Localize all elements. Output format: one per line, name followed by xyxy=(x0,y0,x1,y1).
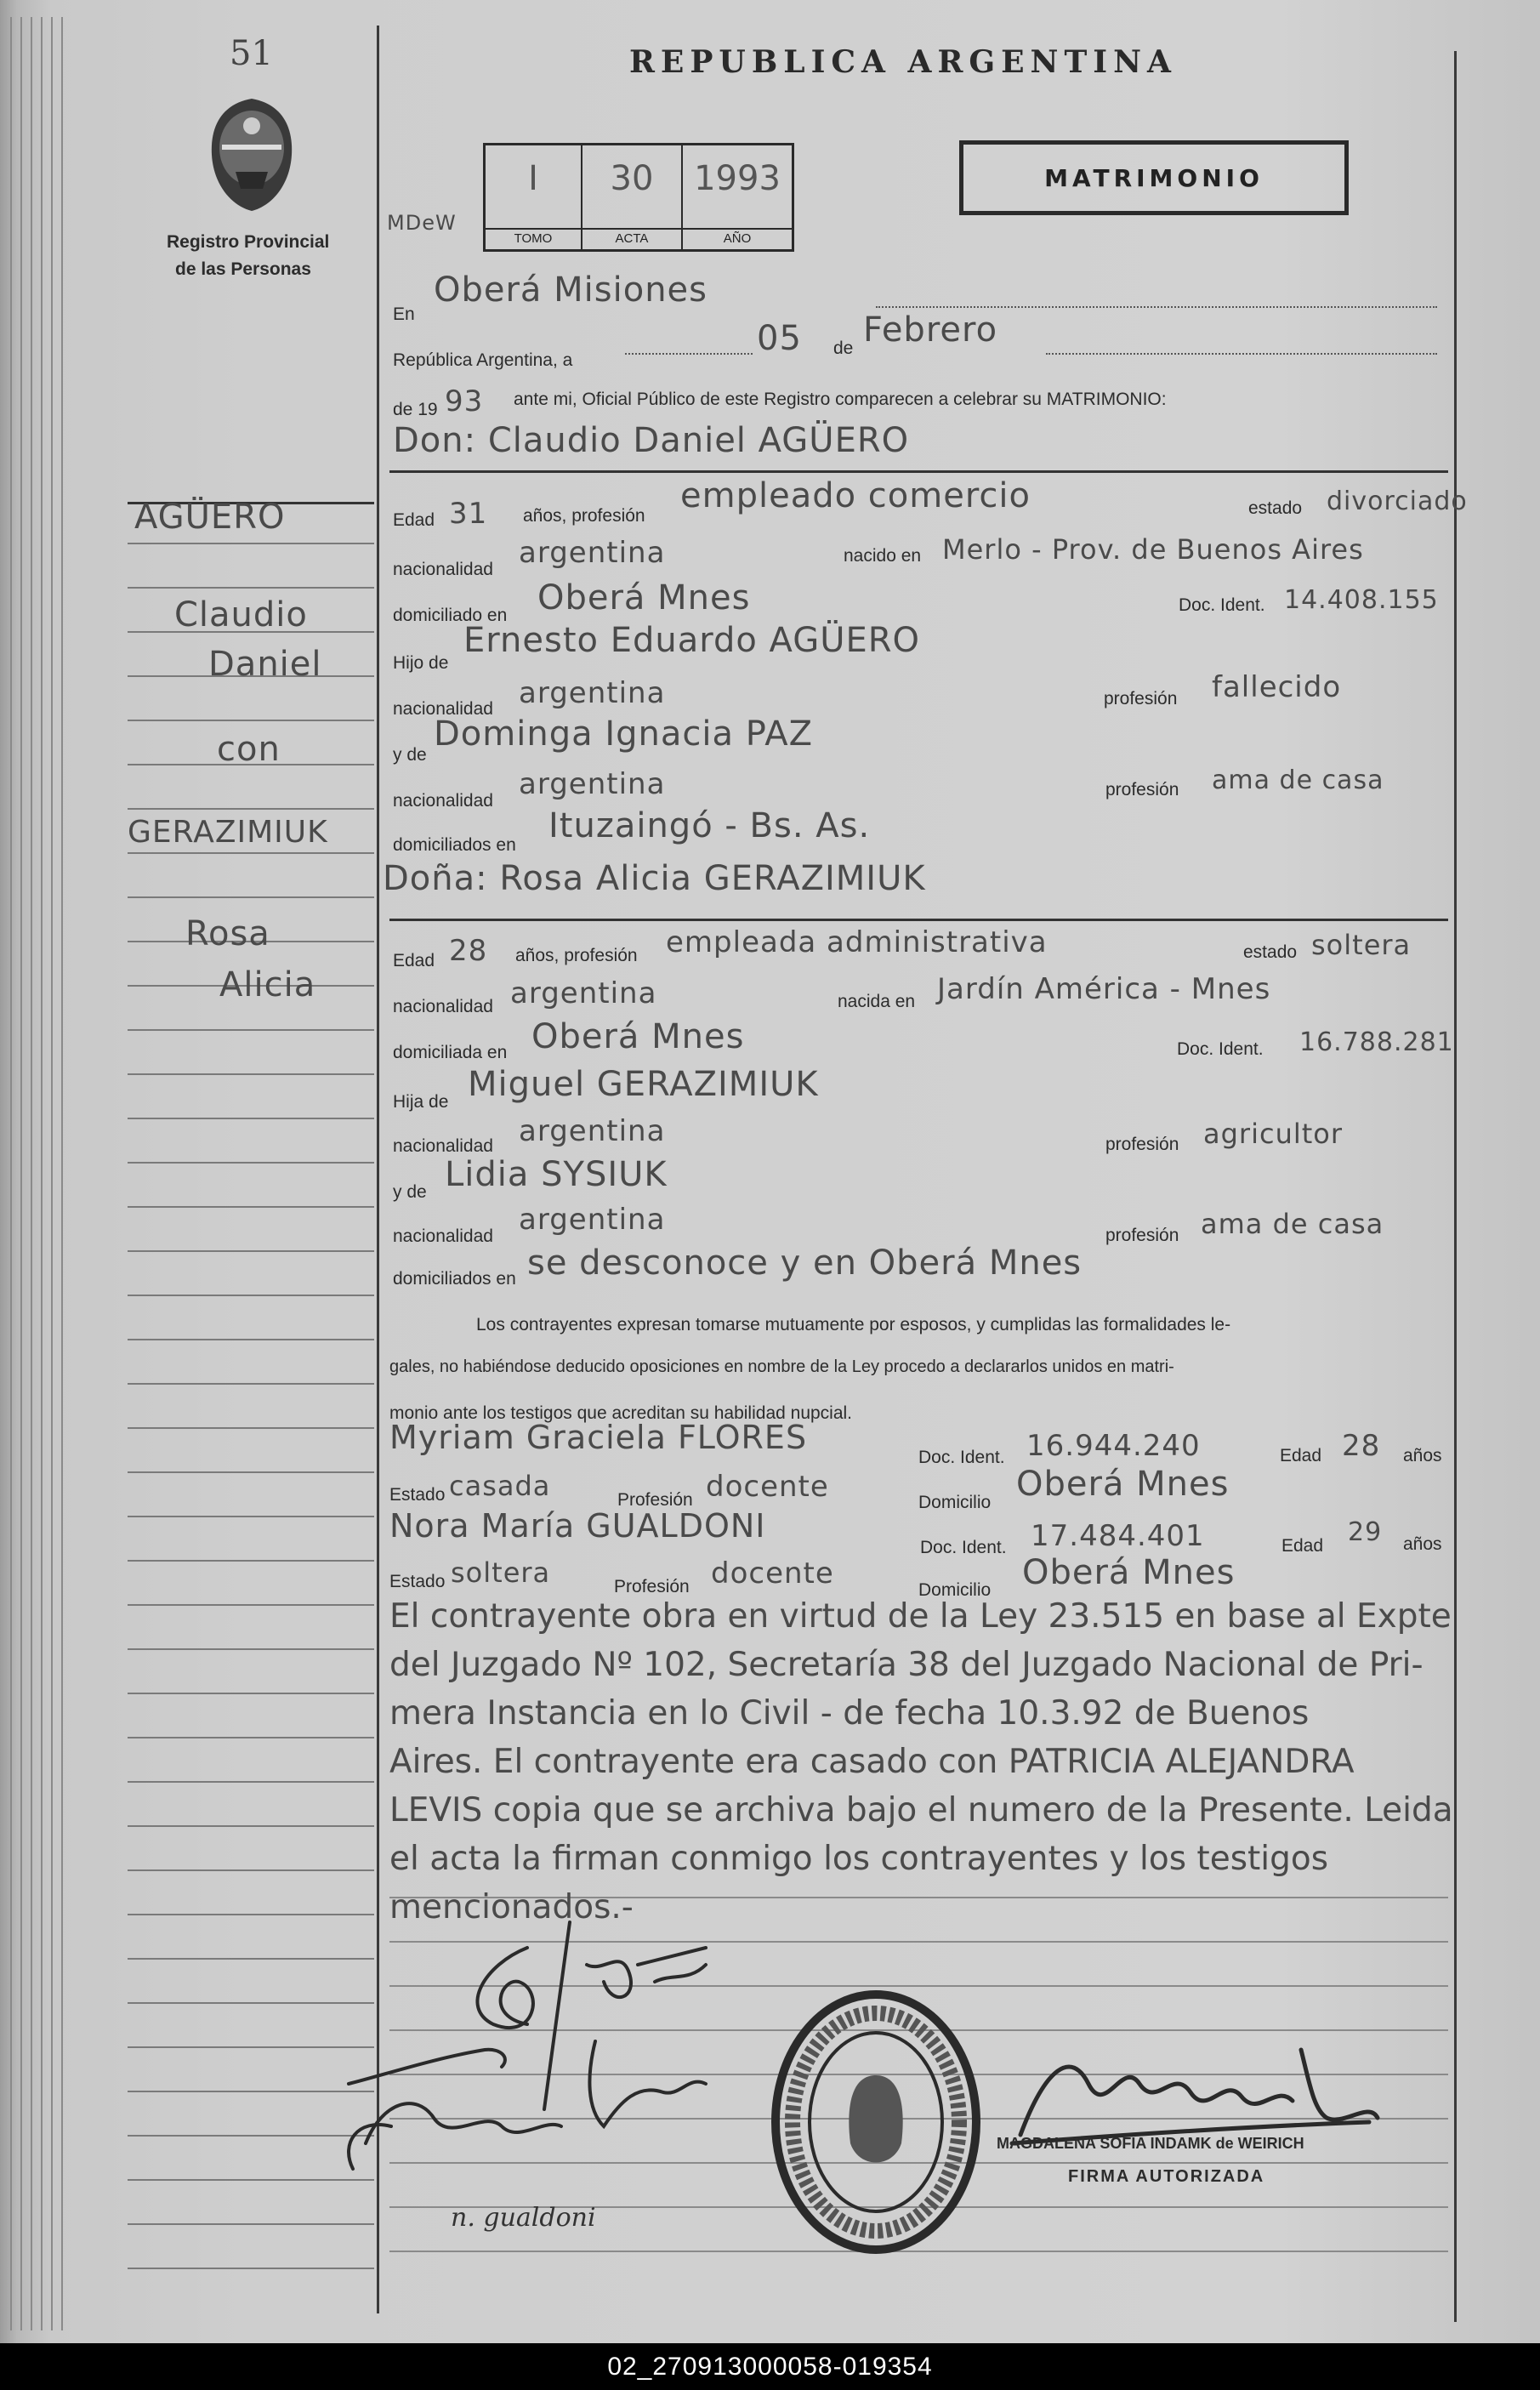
groom-madre-prof-label: profesión xyxy=(1105,780,1179,800)
bride-madre-prof-label: profesión xyxy=(1105,1226,1179,1245)
bride-padre-prof-label: profesión xyxy=(1105,1135,1179,1154)
bride-estado: soltera xyxy=(1311,929,1412,961)
groom-estado-label: estado xyxy=(1248,498,1303,518)
witness-1-doc: 16.944.240 xyxy=(1026,1429,1201,1463)
declaration-line-2: gales, no habiéndose deducido oposiciones en nombre de la Ley procedo a declararlos unidos en matri- xyxy=(389,1357,1174,1376)
note-line: LEVIS copia que se archiva bajo el numero de la Presente. Leida xyxy=(389,1791,1453,1829)
book-page-edges xyxy=(0,0,77,2339)
witness-2-edad-label: Edad xyxy=(1281,1536,1324,1556)
witness-2-estado: soltera xyxy=(451,1556,551,1589)
witness-2-edad: 29 xyxy=(1348,1517,1383,1547)
tomo-cell xyxy=(486,145,582,249)
declaration-line-1: Los contrayentes expresan tomarse mutuamente por esposos, y cumplidas las formalidades le- xyxy=(476,1315,1231,1334)
note-line: mera Instancia en lo Civil - de fecha 10.3.92 de Buenos xyxy=(389,1694,1310,1733)
bride-padre-prof: agricultor xyxy=(1203,1118,1344,1150)
witness-1-domicilio-label: Domicilio xyxy=(918,1493,992,1512)
contracting-parties-signatures xyxy=(332,1914,808,2194)
groom-padre: Ernesto Eduardo AGÜERO xyxy=(463,621,921,660)
bride-nacida-label: nacida en xyxy=(838,992,916,1011)
witness-2-doc: 17.484.401 xyxy=(1031,1519,1205,1553)
tomo-value: I xyxy=(528,159,538,198)
tomo-label: TOMO xyxy=(486,228,581,246)
bride-nacida-en: Jardín América - Mnes xyxy=(937,972,1271,1006)
bride-nacionalidad: argentina xyxy=(510,976,657,1010)
ano-cell xyxy=(683,145,792,249)
bride-padres-dom: se desconoce y en Oberá Mnes xyxy=(527,1243,1083,1283)
margin-surname-bride: GERAZIMIUK xyxy=(128,815,328,850)
bride-domiciliada-label: domiciliada en xyxy=(393,1043,508,1062)
country-title: REPUBLICA ARGENTINA xyxy=(629,44,1177,80)
groom-padre-nac-label: nacionalidad xyxy=(393,699,493,719)
coat-of-arms-seal xyxy=(202,95,302,214)
handwritten-notes xyxy=(389,1592,1461,1932)
bride-padre-nac-label: nacionalidad xyxy=(393,1136,493,1156)
bride-estado-label: estado xyxy=(1243,942,1298,962)
groom-anos-profesion-label: años, profesión xyxy=(523,506,645,526)
groom-nacido-label: nacido en xyxy=(844,546,922,566)
groom-domicilio: Oberá Mnes xyxy=(537,578,751,617)
bride-nacionalidad-label: nacionalidad xyxy=(393,997,493,1016)
bride-domicilio: Oberá Mnes xyxy=(531,1017,745,1056)
note-line: mencionados.- xyxy=(389,1888,634,1926)
witness-1-estado: casada xyxy=(449,1470,551,1502)
groom-y-de-label: y de xyxy=(393,745,427,765)
groom-padres-dom: Ituzaingó - Bs. As. xyxy=(548,806,871,845)
groom-doc-label: Doc. Ident. xyxy=(1179,595,1265,615)
bride-hija-label: Hija de xyxy=(393,1092,449,1112)
scan-identifier: 02_270913000058-019354 xyxy=(0,2343,1540,2390)
groom-estado: divorciado xyxy=(1327,487,1468,516)
witness-2-name: Nora María GUALDONI xyxy=(389,1507,766,1545)
witness-1-edad: 28 xyxy=(1342,1429,1381,1463)
ano-value: 1993 xyxy=(694,159,781,198)
bride-doc-label: Doc. Ident. xyxy=(1177,1039,1264,1059)
ano-label: AÑO xyxy=(683,228,792,246)
groom-doc: 14.408.155 xyxy=(1284,585,1439,615)
right-rule xyxy=(1454,51,1457,2322)
note-line: del Juzgado Nº 102, Secretaría 38 del Juzgado Nacional de Pri- xyxy=(389,1646,1424,1684)
bride-profesion: empleada administrativa xyxy=(666,925,1048,959)
groom-nacionalidad: argentina xyxy=(519,536,666,570)
registry-name-line1: Registro Provincial xyxy=(167,232,330,252)
day-value: 05 xyxy=(757,319,802,358)
side-note: MDeW xyxy=(387,211,457,235)
note-line: Aires. El contrayente era casado con PATRICIA ALEJANDRA xyxy=(389,1743,1355,1781)
page-number: 51 xyxy=(230,34,273,73)
register-number-table xyxy=(483,143,794,252)
registry-name-line2: de las Personas xyxy=(175,259,311,279)
witness-signature-text: n. gualdoni xyxy=(451,2203,596,2233)
margin-surname-groom: AGÜERO xyxy=(134,498,286,537)
witness-1-edad-label: Edad xyxy=(1280,1446,1322,1465)
witness-2-estado-label: Estado xyxy=(389,1572,446,1591)
groom-nacionalidad-label: nacionalidad xyxy=(393,560,493,579)
acta-value: 30 xyxy=(610,159,654,198)
place-value: Oberá Misiones xyxy=(434,270,708,310)
bride-madre-nac: argentina xyxy=(519,1203,666,1237)
witness-1-anos-label: años xyxy=(1403,1446,1442,1465)
year-prefix: de 19 xyxy=(393,400,438,419)
bride-padres-dom-label: domiciliados en xyxy=(393,1269,516,1289)
bride-edad-label: Edad xyxy=(393,951,435,970)
groom-madre-nac: argentina xyxy=(519,767,666,801)
bride-y-de-label: y de xyxy=(393,1182,427,1202)
opening-statement: ante mi, Oficial Público de este Registro comparecen a celebrar su MATRIMONIO: xyxy=(514,390,1167,409)
bride-madre-nac-label: nacionalidad xyxy=(393,1226,493,1246)
note-line: el acta la firman conmigo los contrayentes y los testigos xyxy=(389,1840,1329,1878)
groom-edad: 31 xyxy=(449,497,488,531)
groom-name: Don: Claudio Daniel AGÜERO xyxy=(393,421,910,460)
republica-label: República Argentina, a xyxy=(393,350,573,370)
bride-madre: Lidia SYSIUK xyxy=(445,1155,668,1194)
bride-padre-nac: argentina xyxy=(519,1114,666,1148)
month-value: Febrero xyxy=(863,310,998,350)
groom-domiciliado-label: domiciliado en xyxy=(393,606,508,625)
acta-cell xyxy=(582,145,683,249)
margin-given-name-2: Daniel xyxy=(208,645,322,684)
year-suffix: 93 xyxy=(445,384,484,418)
groom-edad-label: Edad xyxy=(393,510,435,530)
witness-2-anos-label: años xyxy=(1403,1534,1442,1554)
margin-con: con xyxy=(217,730,281,769)
official-stamp xyxy=(765,1982,986,2262)
witness-1-estado-label: Estado xyxy=(389,1485,446,1505)
bride-anos-profesion-label: años, profesión xyxy=(515,946,638,965)
witness-2-profesion: docente xyxy=(711,1556,834,1590)
de-label: de xyxy=(833,339,854,358)
witness-2-profesion-label: Profesión xyxy=(614,1577,690,1596)
witness-1-profesion: docente xyxy=(706,1470,829,1504)
witness-2-domicilio: Oberá Mnes xyxy=(1022,1553,1236,1592)
official-name: MAGDALENA SOFIA INDAMK de WEIRICH xyxy=(997,2135,1304,2152)
margin-bride-name-1: Rosa xyxy=(185,914,270,953)
witness-1-doc-label: Doc. Ident. xyxy=(918,1448,1005,1467)
acta-label: ACTA xyxy=(582,228,681,246)
bride-edad: 28 xyxy=(449,934,488,968)
bride-name: Doña: Rosa Alicia GERAZIMIUK xyxy=(383,859,926,898)
groom-madre: Dominga Ignacia PAZ xyxy=(434,714,814,754)
witness-1-name: Myriam Graciela FLORES xyxy=(389,1419,808,1456)
groom-madre-prof: ama de casa xyxy=(1212,765,1384,795)
act-type-box: MATRIMONIO xyxy=(959,140,1349,215)
witness-2-doc-label: Doc. Ident. xyxy=(920,1538,1007,1557)
groom-profesion: empleado comercio xyxy=(680,476,1031,515)
groom-padre-prof-label: profesión xyxy=(1104,689,1178,708)
bride-padre: Miguel GERAZIMIUK xyxy=(468,1065,819,1104)
witness-1-profesion-label: Profesión xyxy=(617,1490,693,1510)
witness-1-domicilio: Oberá Mnes xyxy=(1016,1465,1230,1504)
margin-bride-name-2: Alicia xyxy=(219,965,316,1004)
witness-2-domicilio-label: Domicilio xyxy=(918,1580,992,1600)
note-line: El contrayente obra en virtud de la Ley 23.515 en base al Expte xyxy=(389,1597,1452,1636)
groom-nacido-en: Merlo - Prov. de Buenos Aires xyxy=(942,533,1364,566)
groom-padre-prof: fallecido xyxy=(1212,670,1342,704)
official-title: FIRMA AUTORIZADA xyxy=(1068,2167,1265,2186)
bride-madre-prof: ama de casa xyxy=(1201,1208,1384,1240)
margin-given-name-1: Claudio xyxy=(174,595,308,634)
groom-hijo-label: Hijo de xyxy=(393,653,449,673)
bride-doc: 16.788.281 xyxy=(1299,1027,1454,1057)
groom-madre-nac-label: nacionalidad xyxy=(393,791,493,811)
groom-padres-dom-label: domiciliados en xyxy=(393,835,516,855)
en-label: En xyxy=(393,304,415,324)
declaration-line-3: monio ante los testigos que acreditan su habilidad nupcial. xyxy=(389,1403,853,1423)
groom-padre-nac: argentina xyxy=(519,676,666,710)
